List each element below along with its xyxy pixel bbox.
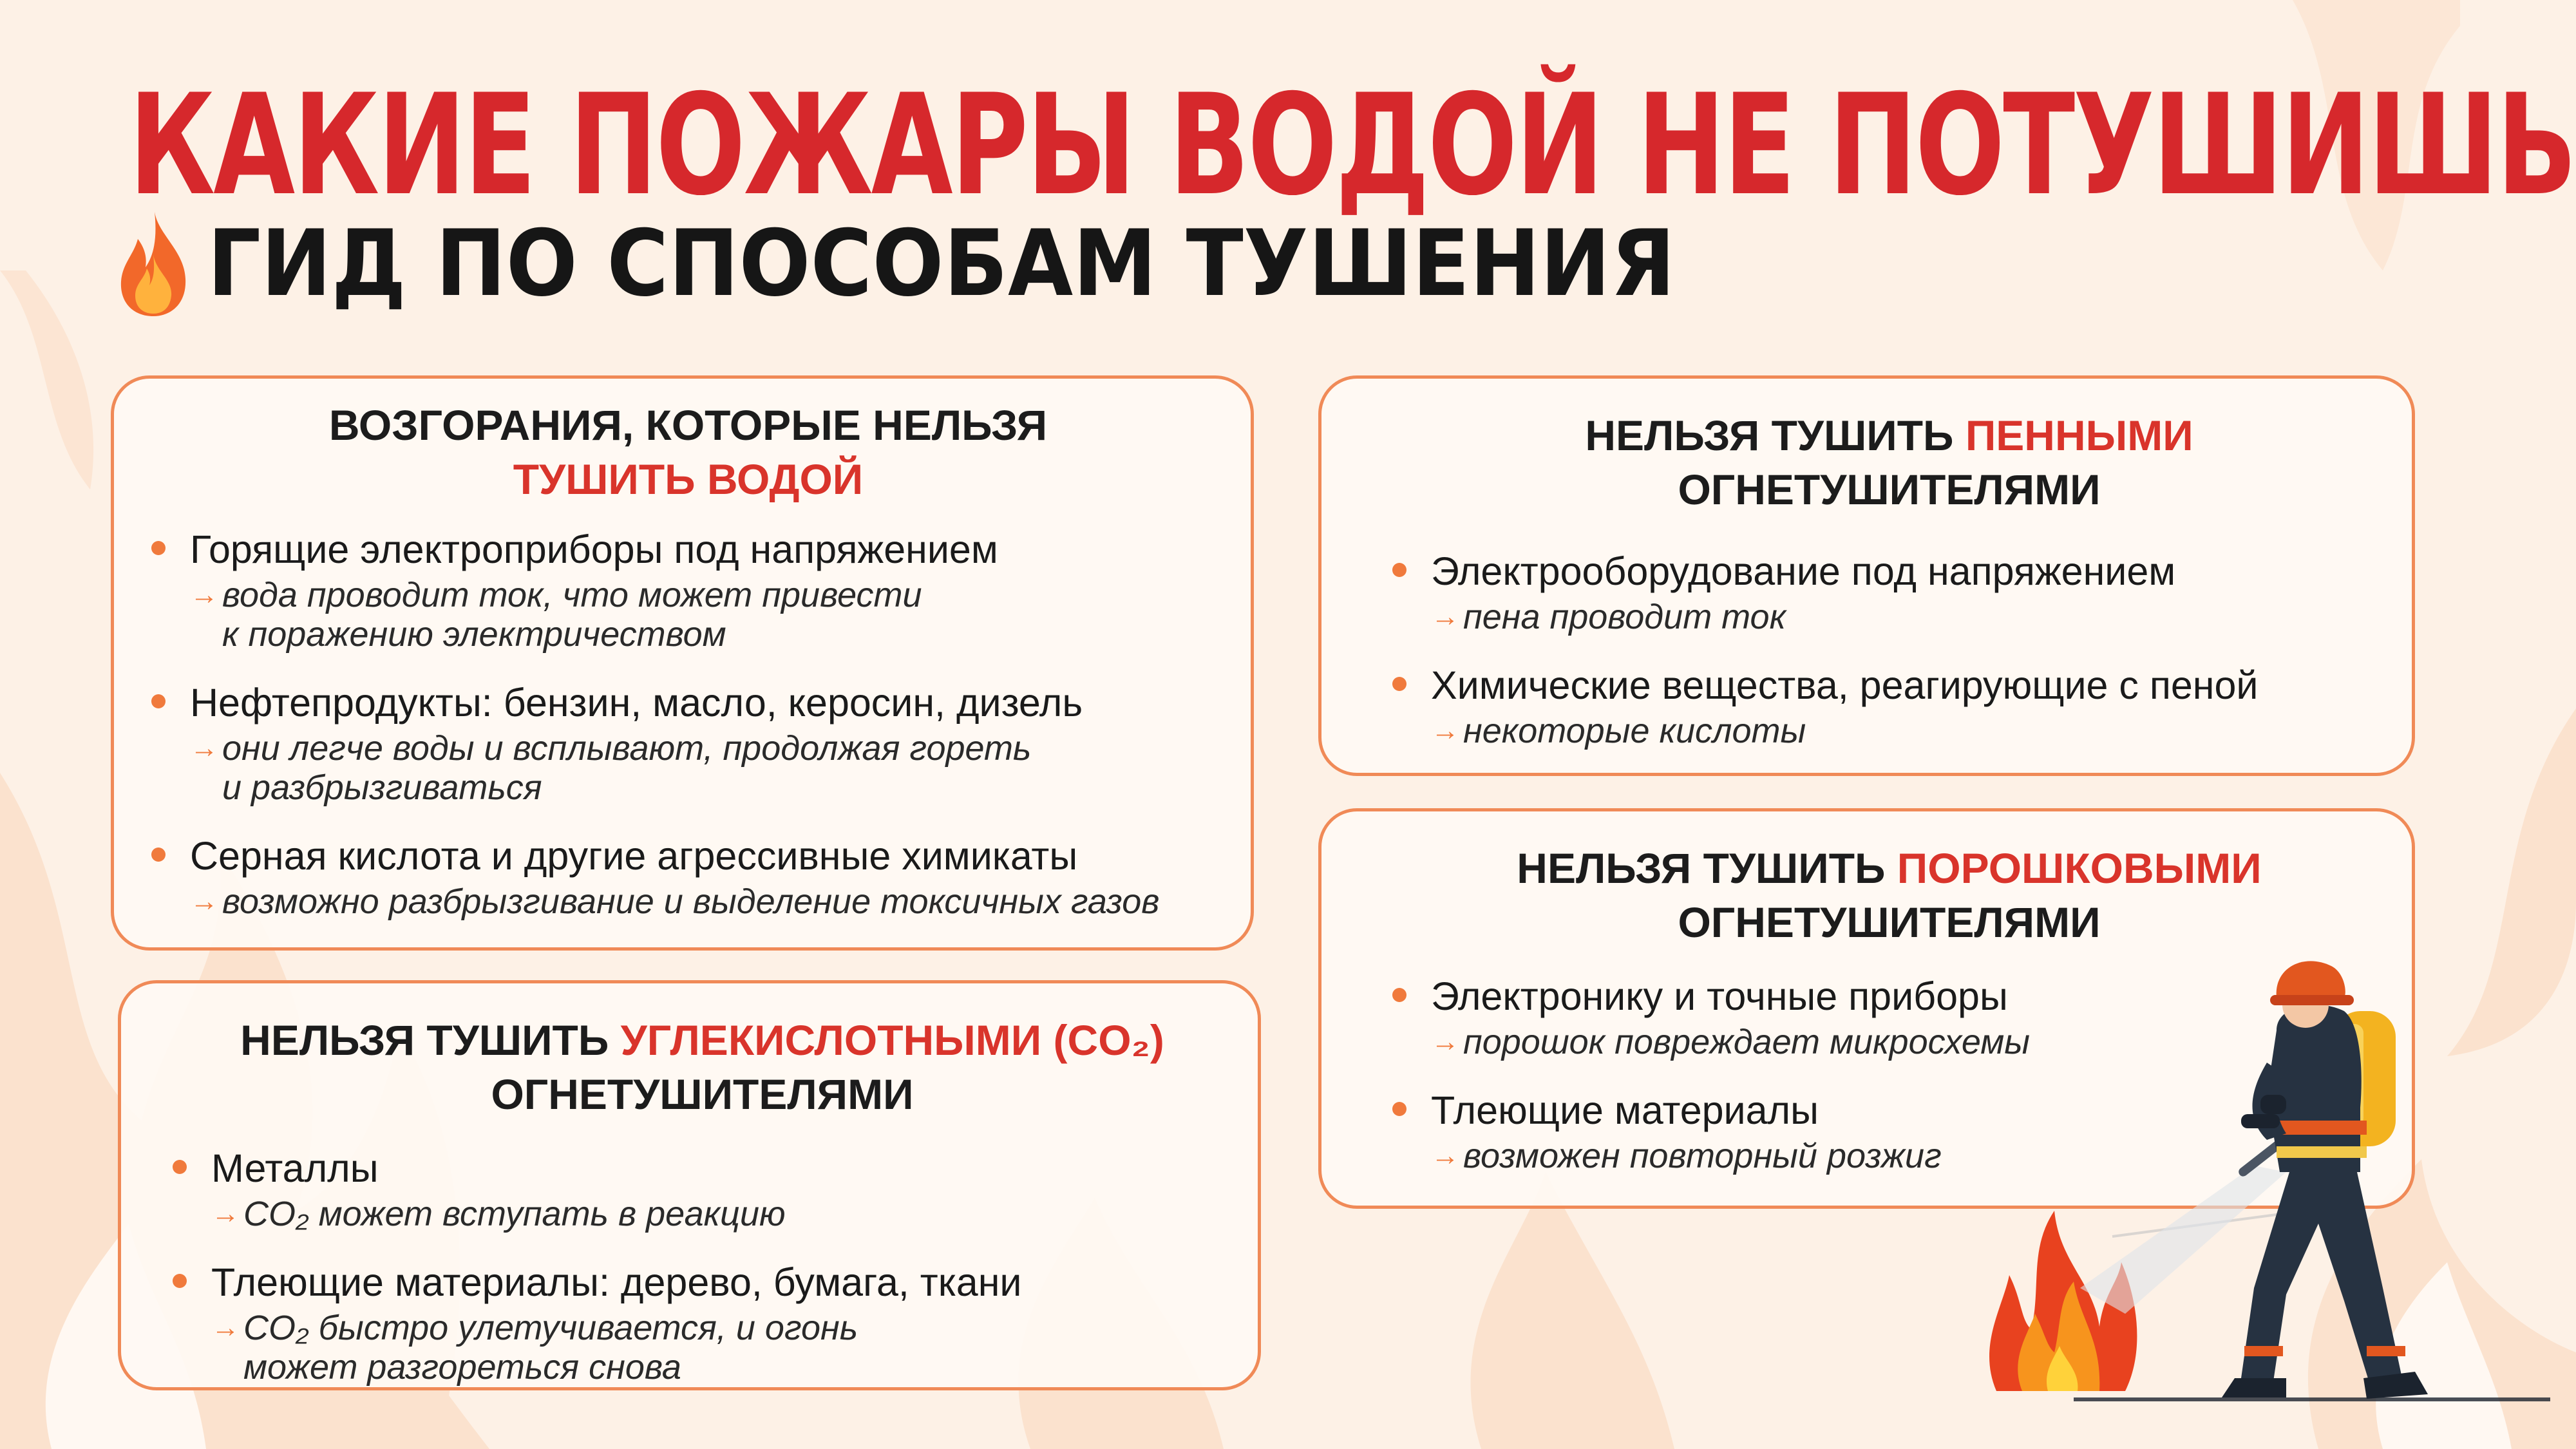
item-note [173,1195,1232,1234]
item-note-line2: может разгореться снова [243,1348,681,1387]
card-heading-line2: ОГНЕТУШИТЕЛЯМИ [1678,466,2101,513]
page-subtitle: ГИД ПО СПОСОБАМ ТУШЕНИЯ [207,211,1676,317]
item-note-line1: CO₂ быстро улетучивается, и огонь [243,1309,858,1347]
list-item [1392,546,2386,637]
card-no-foam [1318,375,2415,776]
item-note [151,882,1225,922]
item-note-text [243,1309,858,1387]
list-item [151,524,1225,654]
flame-icon [115,209,192,319]
item-title: Тлеющие материалы [1431,1088,1819,1132]
card-heading-prefix: НЕЛЬЗЯ ТУШИТЬ [240,1016,621,1064]
dot-icon [1392,563,1406,577]
dot-icon [1392,988,1406,1002]
subtitle-row [115,206,1803,322]
list-item [151,831,1225,922]
item-title: Горящие электроприборы под напряжением [190,527,998,571]
dot-icon [173,1274,187,1288]
arrow-right-icon: → [1431,1026,1459,1057]
card-heading [151,398,1225,506]
card-heading-line1: ВОЗГОРАНИЯ, КОТОРЫЕ НЕЛЬЗЯ [328,401,1048,449]
item-note-text: порошок повреждает микросхемы [1463,1023,2031,1061]
list-item [151,677,1225,808]
card-heading-prefix: НЕЛЬЗЯ ТУШИТЬ [1517,844,1897,892]
list-item [173,1143,1232,1234]
card-heading-prefix: НЕЛЬЗЯ ТУШИТЬ [1585,412,1965,459]
card-heading-line2: ОГНЕТУШИТЕЛЯМИ [491,1070,914,1118]
dot-icon [151,694,166,708]
item-note-text: некоторые кислоты [1463,712,1806,750]
dot-icon [1392,1102,1406,1116]
item-list [173,1143,1232,1387]
item-list [151,524,1225,922]
item-note-text [222,729,1031,808]
card-heading-accent: УГЛЕКИСЛОТНЫМИ (CO₂) [620,1016,1164,1064]
page-title: КАКИЕ ПОЖАРЫ ВОДОЙ НЕ ПОТУШИШЬ [129,64,2575,226]
item-note-text: возможен повторный розжиг [1463,1137,1942,1175]
arrow-right-icon: → [190,579,218,611]
item-title: Металлы [211,1146,379,1190]
card-no-co2 [118,980,1261,1390]
list-item [173,1257,1232,1387]
item-note-line1: вода проводит ток, что может привести [222,576,922,614]
item-title: Тлеющие материалы: дерево, бумага, ткани [211,1260,1022,1304]
item-note-text [222,576,922,654]
item-note [151,576,1225,654]
item-note-text: возможно разбрызгивание и выделение токсичных газов [222,882,1160,921]
item-title: Химические вещества, реагирующие с пеной [1431,663,2259,707]
item-note [151,729,1225,808]
dot-icon [173,1160,187,1174]
arrow-right-icon: → [190,886,218,917]
item-note-text: пена проводит ток [1463,598,1786,636]
arrow-right-icon: → [211,1312,240,1343]
card-heading-accent: ПОРОШКОВЫМИ [1897,844,2262,892]
dot-icon [151,848,166,862]
list-item [1392,660,2386,751]
card-heading [1392,408,2386,516]
item-title: Серная кислота и другие агрессивные химикаты [190,834,1078,878]
arrow-right-icon: → [1431,601,1459,632]
card-heading-accent: ПЕННЫМИ [1965,412,2193,459]
arrow-right-icon: → [1431,715,1459,746]
item-note-line2: и разбрызгиваться [222,768,542,807]
card-no-water [111,375,1254,951]
firefighter-illustration [1984,902,2550,1404]
card-heading-accent: ТУШИТЬ ВОДОЙ [513,455,864,503]
item-note-line2: к поражению электричеством [222,615,726,654]
arrow-right-icon: → [1431,1140,1459,1171]
card-heading [173,1013,1232,1121]
item-title: Нефтепродукты: бензин, масло, керосин, дизель [190,681,1083,724]
item-list [1392,546,2386,751]
dot-icon [1392,677,1406,691]
arrow-right-icon: → [211,1198,240,1229]
arrow-right-icon: → [190,732,218,764]
item-note [173,1309,1232,1387]
item-title: Электронику и точные приборы [1431,974,2008,1018]
dot-icon [151,541,166,555]
item-title: Электрооборудование под напряжением [1431,549,2176,593]
item-note-text: CO₂ может вступать в реакцию [243,1195,786,1233]
item-note [1392,598,2386,637]
card-heading-line2: ОГНЕТУШИТЕЛЯМИ [1678,898,2101,946]
item-note-line1: они легче воды и всплывают, продолжая гореть [222,729,1032,768]
item-note [1392,712,2386,751]
